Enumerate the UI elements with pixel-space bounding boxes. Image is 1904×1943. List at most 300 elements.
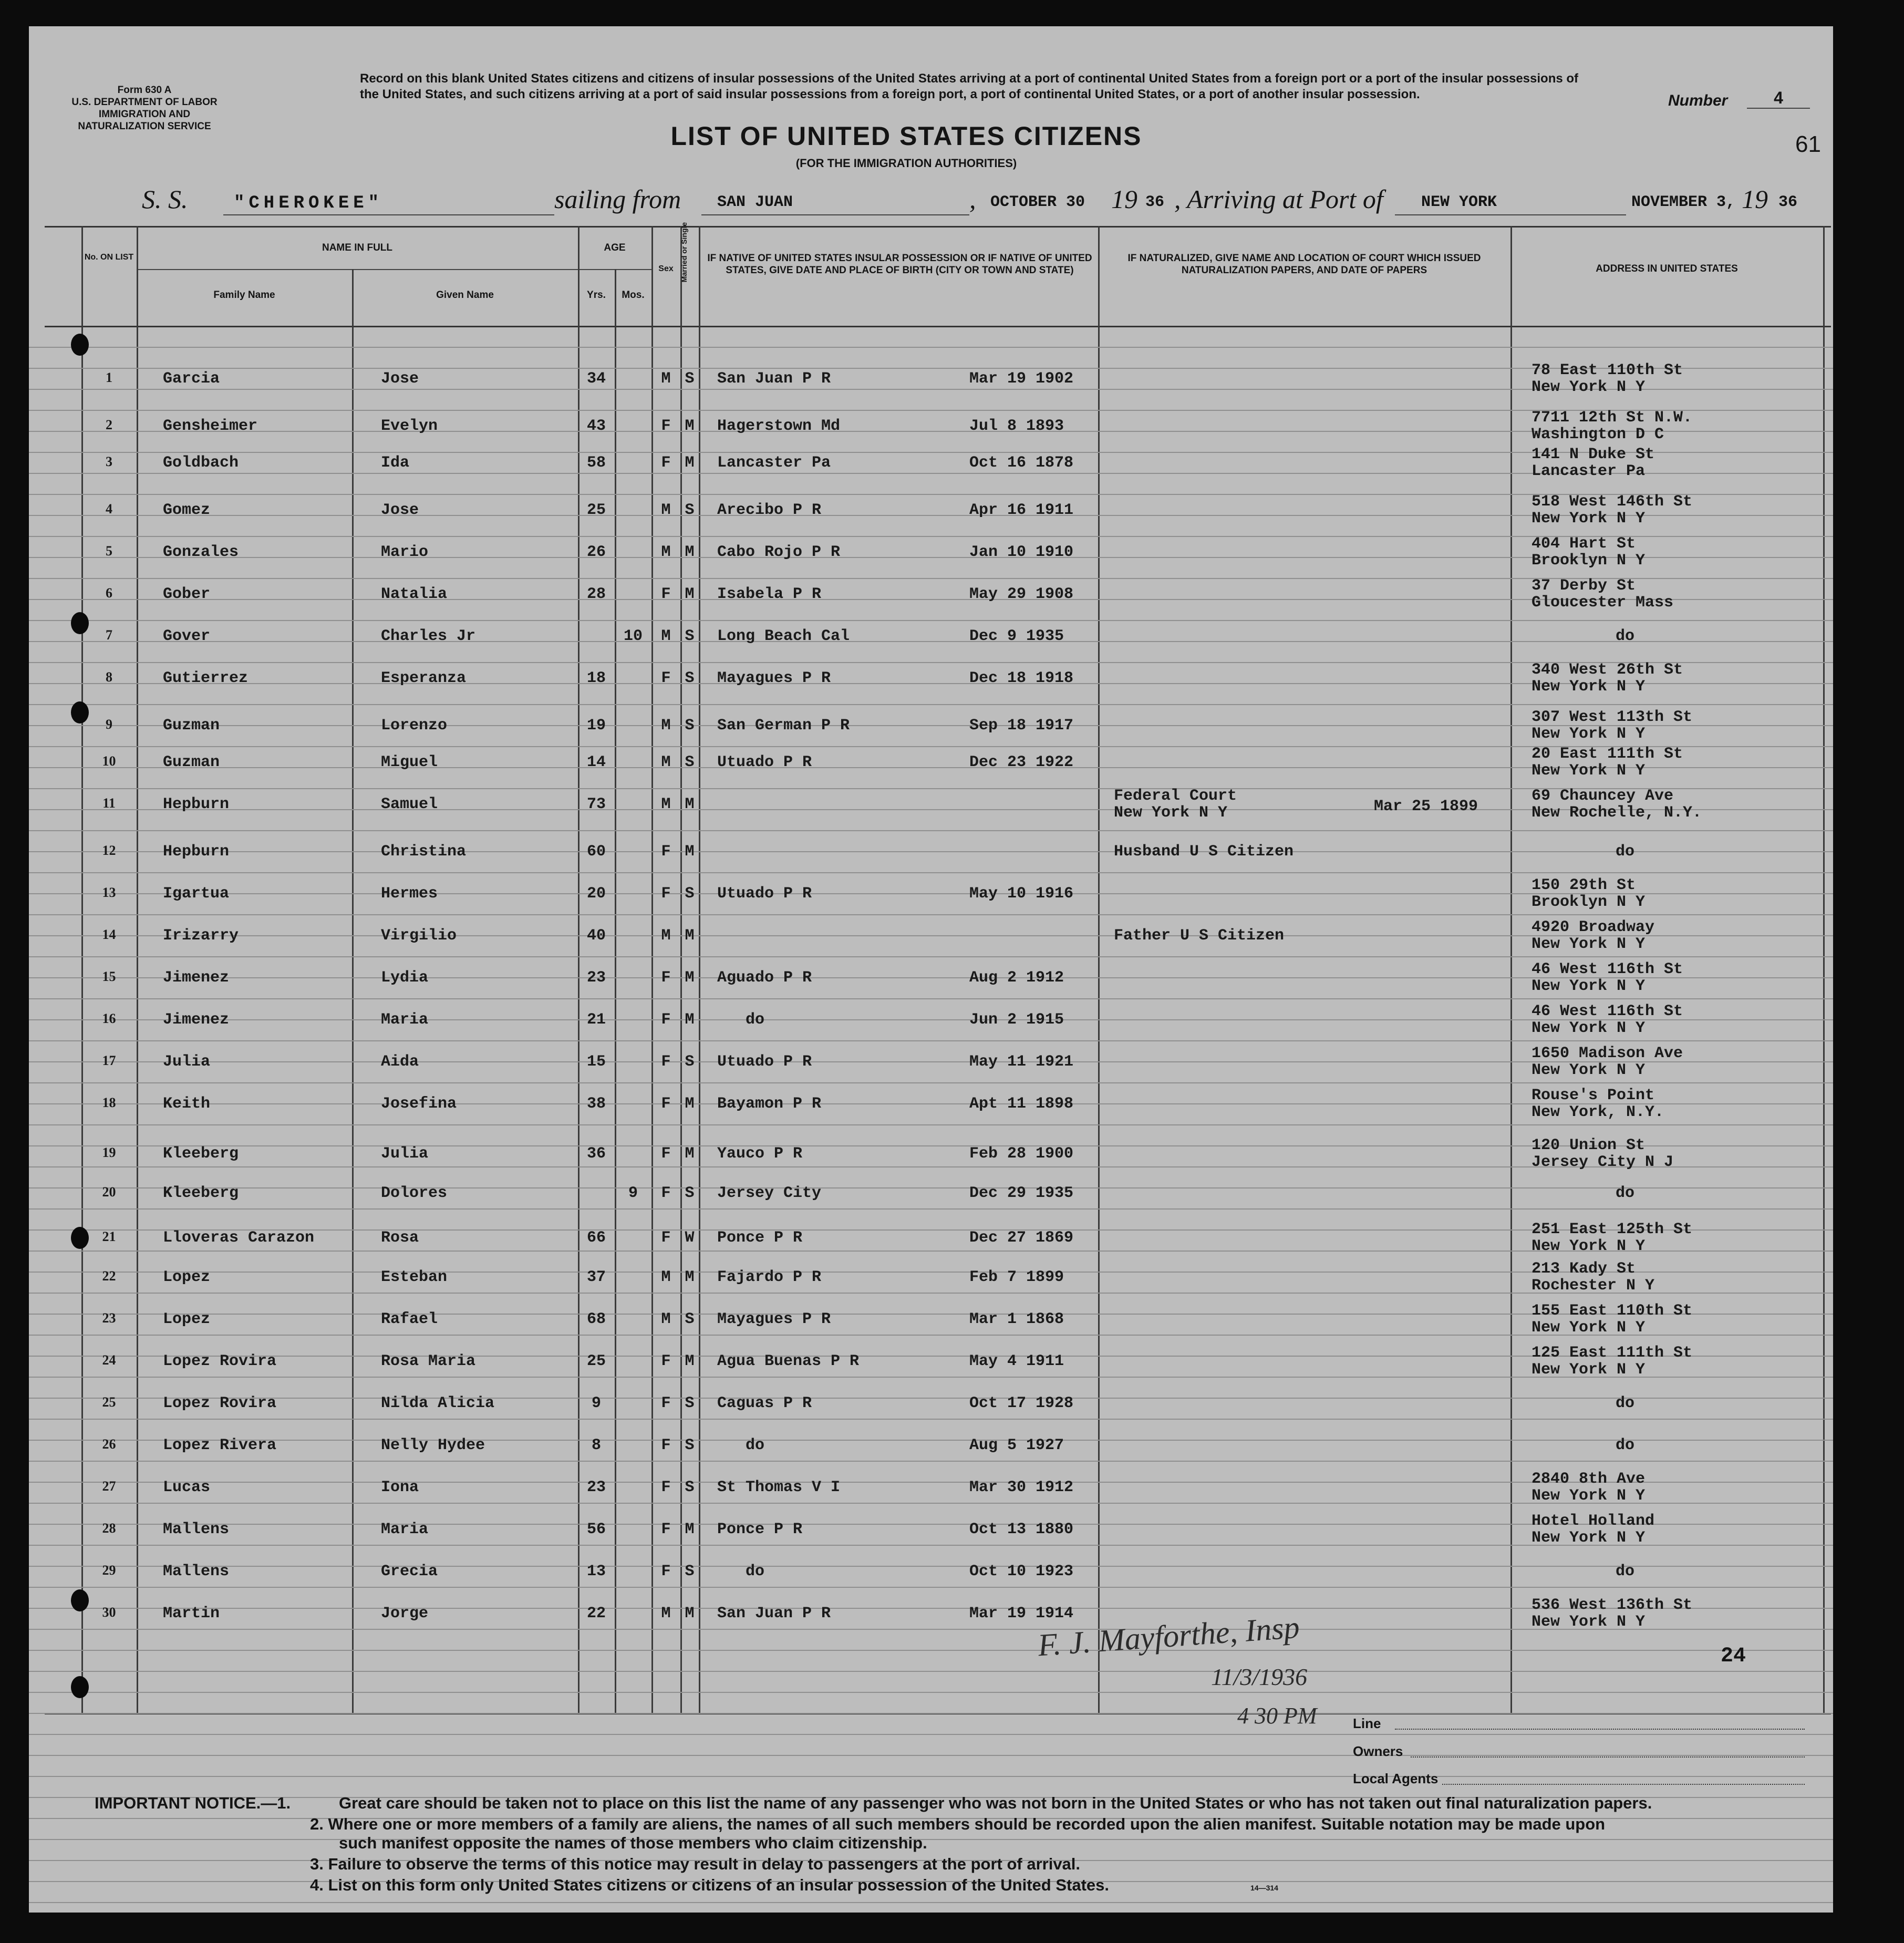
sex: F — [661, 1184, 671, 1202]
family-name: Gensheimer — [163, 417, 258, 435]
ruled-line — [29, 1440, 1833, 1441]
birth-date: Oct 10 1923 — [969, 1563, 1074, 1580]
notice-2-continued: such manifest opposite the names of those members who claim citizenship. — [339, 1834, 927, 1852]
given-name: Mario — [381, 543, 429, 561]
sailing-label: sailing from — [554, 184, 681, 214]
address-line-1: 125 East 111th St — [1532, 1344, 1693, 1362]
birth-date: Dec 27 1869 — [969, 1229, 1074, 1247]
record-instructions: Record on this blank United States citizens and citizens of insular possessions of the United States arriving at a port of continental United States from a foreign port or a port of the insular possessions of the United States, and such citizens arriving at a port of said insular possessions from a foreign port, a port of continental United States, or a port of another insular possession. — [360, 71, 1579, 101]
col-line — [1823, 226, 1825, 1713]
family-name: Martin — [163, 1605, 220, 1622]
ruled-line — [29, 1734, 1833, 1735]
age-years: 37 — [586, 1268, 606, 1286]
row-number: 12 — [102, 843, 116, 858]
row-number: 4 — [106, 501, 112, 516]
age-months: 9 — [628, 1184, 638, 1202]
manifest-sheet — [29, 26, 1833, 1913]
age-years: 68 — [586, 1310, 606, 1328]
age-years: 60 — [586, 843, 606, 861]
ruled-line — [29, 1671, 1833, 1672]
row-number: 15 — [102, 969, 116, 984]
marital-status: M — [685, 417, 695, 435]
ruled-line — [29, 1040, 1833, 1041]
age-years: 73 — [586, 795, 606, 813]
age-years: 58 — [586, 454, 606, 472]
given-name: Ida — [381, 454, 410, 472]
birth-date: Dec 23 1922 — [969, 753, 1074, 771]
row-number: 5 — [106, 543, 112, 559]
notice-2: 2. Where one or more members of a family are aliens, the names of all such members should be recorded upon the alien manifest. Suitable notation may be made upon — [310, 1815, 1606, 1833]
row-number: 3 — [106, 454, 112, 469]
family-name: Jimenez — [163, 1011, 230, 1029]
address-line-2: New York N Y — [1532, 510, 1646, 528]
address-line-1: 404 Hart St — [1532, 535, 1636, 553]
birth-date: Aug 5 1927 — [969, 1436, 1064, 1454]
marital-status: S — [685, 753, 695, 771]
family-name: Kleeberg — [163, 1184, 239, 1202]
address-line-2: Jersey City N J — [1532, 1153, 1674, 1171]
row-number: 26 — [102, 1436, 116, 1452]
col-header-age: AGE — [604, 242, 626, 253]
ruled-line — [29, 1187, 1833, 1188]
row-number: 14 — [102, 927, 116, 942]
birth-place: do — [717, 1011, 765, 1029]
arriving-label: , Arriving at Port of — [1174, 184, 1383, 214]
marital-status: S — [685, 1394, 695, 1412]
birth-place: Cabo Rojo P R — [717, 543, 841, 561]
col-line — [352, 269, 354, 1713]
sex: M — [661, 717, 671, 735]
birth-date: Jan 10 1910 — [969, 543, 1074, 561]
address-line-2: Washington D C — [1532, 426, 1664, 443]
given-name: Samuel — [381, 795, 438, 813]
ruled-line — [29, 641, 1833, 642]
ruled-line — [29, 620, 1833, 621]
birth-place: San Juan P R — [717, 1605, 831, 1622]
birth-place: Aguado P R — [717, 969, 812, 987]
age-years: 23 — [586, 1479, 606, 1496]
marital-status: S — [685, 1184, 695, 1202]
ruled-line — [29, 1692, 1833, 1693]
row-number: 23 — [102, 1310, 116, 1326]
birth-date: Mar 19 1902 — [969, 370, 1074, 388]
sex: M — [661, 627, 671, 645]
address-line-2: New York N Y — [1532, 1237, 1646, 1255]
birth-date: Oct 16 1878 — [969, 454, 1074, 472]
marital-status: S — [685, 1053, 695, 1071]
age-years: 19 — [586, 717, 606, 735]
birth-date: May 11 1921 — [969, 1053, 1074, 1071]
family-name: Igartua — [163, 885, 230, 903]
birth-place: do — [717, 1436, 765, 1454]
owners-field — [1411, 1756, 1805, 1758]
address-line-1: 213 Kady St — [1532, 1260, 1636, 1278]
punch-hole — [71, 1227, 89, 1249]
age-years: 23 — [586, 969, 606, 987]
family-name: Julia — [163, 1053, 211, 1071]
birth-date: Apr 16 1911 — [969, 501, 1074, 519]
address-line-2: do — [1616, 1184, 1635, 1202]
sex: M — [661, 1268, 671, 1286]
address-line-2: New York N Y — [1532, 1361, 1646, 1379]
sex: F — [661, 969, 671, 987]
ruled-line — [29, 851, 1833, 852]
birth-place: Utuado P R — [717, 753, 812, 771]
age-years: 38 — [586, 1095, 606, 1113]
address-line-1: 69 Chauncey Ave — [1532, 787, 1674, 805]
age-years: 20 — [586, 885, 606, 903]
birth-place: Agua Buenas P R — [717, 1352, 860, 1370]
marital-status: S — [685, 1436, 695, 1454]
marital-status: M — [685, 454, 695, 472]
given-name: Jose — [381, 370, 419, 388]
ruled-line — [29, 1419, 1833, 1420]
age-years: 36 — [586, 1145, 606, 1163]
sex: M — [661, 501, 671, 519]
marital-status: M — [685, 1268, 695, 1286]
marital-status: M — [685, 585, 695, 603]
marital-status: S — [685, 717, 695, 735]
family-name: Gonzales — [163, 543, 239, 561]
inspector-signature: F. J. Mayforthe, Insp — [1037, 1609, 1301, 1663]
address-line-1: 20 East 111th St — [1532, 745, 1683, 763]
punch-hole — [71, 1589, 89, 1611]
age-years: 8 — [591, 1436, 601, 1454]
form-number: Form 630 A — [117, 85, 172, 96]
birth-place: Ponce P R — [717, 1521, 803, 1538]
sex: F — [661, 1011, 671, 1029]
age-years: 14 — [586, 753, 606, 771]
birth-date: May 4 1911 — [969, 1352, 1064, 1370]
given-name: Esperanza — [381, 669, 467, 687]
col-header-given: Given Name — [436, 290, 494, 301]
family-name: Gutierrez — [163, 669, 249, 687]
family-name: Lopez Rivera — [163, 1436, 277, 1454]
marital-status: M — [685, 1521, 695, 1538]
address-line-2: Brooklyn N Y — [1532, 893, 1646, 911]
family-name: Lopez — [163, 1310, 211, 1328]
naturalization-court: Federal Court — [1114, 787, 1237, 805]
service-line-2: NATURALIZATION SERVICE — [78, 121, 211, 132]
family-name: Irizarry — [163, 927, 239, 945]
owners-label: Owners — [1353, 1743, 1403, 1759]
given-name: Maria — [381, 1011, 429, 1029]
col-line — [1510, 226, 1512, 1713]
col-header-birth: IF NATIVE OF UNITED STATES INSULAR POSSESSION OR IF NATIVE OF UNITED STATES, GIVE DATE AND PLACE OF BIRTH (CITY OR TOWN AND STATE) — [707, 253, 1092, 276]
number-label: Number — [1668, 92, 1728, 109]
birth-date: Jun 2 1915 — [969, 1011, 1064, 1029]
row-number: 9 — [106, 717, 112, 732]
ruled-line — [29, 956, 1833, 957]
birth-place: do — [717, 1563, 765, 1580]
col-line — [615, 269, 616, 1713]
birth-date: Mar 1 1868 — [969, 1310, 1064, 1328]
printer-mark: 14—314 — [1250, 1884, 1278, 1892]
row-number: 6 — [106, 585, 112, 601]
birth-place: Isabela P R — [717, 585, 822, 603]
given-name: Maria — [381, 1521, 429, 1538]
arrival-year: 36 — [1778, 193, 1798, 211]
sex: F — [661, 1352, 671, 1370]
signature-time: 4 30 PM — [1237, 1703, 1317, 1729]
given-name: Miguel — [381, 753, 438, 771]
address-line-1: 307 West 113th St — [1532, 708, 1693, 726]
given-name: Aida — [381, 1053, 419, 1071]
ruled-line — [29, 704, 1833, 705]
ruled-line — [29, 1461, 1833, 1462]
given-name: Nelly Hydee — [381, 1436, 485, 1454]
family-name: Gober — [163, 585, 211, 603]
col-line — [1098, 226, 1100, 1713]
age-years: 18 — [586, 669, 606, 687]
birth-date: Oct 17 1928 — [969, 1394, 1074, 1412]
given-name: Iona — [381, 1479, 419, 1496]
sex: F — [661, 669, 671, 687]
birth-place: Hagerstown Md — [717, 417, 841, 435]
sex: F — [661, 885, 671, 903]
family-name: Keith — [163, 1095, 211, 1113]
col-header-no: No. ON LIST — [84, 253, 134, 262]
ruled-line — [29, 914, 1833, 915]
given-name: Lorenzo — [381, 717, 448, 735]
marital-status: M — [685, 969, 695, 987]
address-line-2: do — [1616, 1563, 1635, 1580]
age-years: 28 — [586, 585, 606, 603]
birth-date: Aug 2 1912 — [969, 969, 1064, 987]
ruled-line — [29, 1713, 1833, 1714]
address-line-2: New York N Y — [1532, 378, 1646, 396]
marital-status: S — [685, 627, 695, 645]
given-name: Rosa Maria — [381, 1352, 476, 1370]
birth-place: Mayagues P R — [717, 669, 831, 687]
row-number: 13 — [102, 885, 116, 900]
sex: M — [661, 370, 671, 388]
departure-date: OCTOBER 30 — [990, 193, 1085, 211]
age-years: 21 — [586, 1011, 606, 1029]
ruled-line — [29, 1082, 1833, 1083]
age-years: 66 — [586, 1229, 606, 1247]
marital-status: M — [685, 1011, 695, 1029]
birth-date: Apt 11 1898 — [969, 1095, 1074, 1113]
birth-place: Arecibo P R — [717, 501, 822, 519]
given-name: Jose — [381, 501, 419, 519]
ruled-line — [29, 1650, 1833, 1651]
birth-date: May 29 1908 — [969, 585, 1074, 603]
address-line-2: New York N Y — [1532, 1487, 1646, 1505]
arrival-port: NEW YORK — [1421, 193, 1497, 211]
address-line-2: do — [1616, 627, 1635, 645]
address-line-2: New York N Y — [1532, 1061, 1646, 1079]
row-number: 10 — [102, 753, 116, 769]
address-line-1: 7711 12th St N.W. — [1532, 409, 1693, 427]
col-header-sex: Sex — [658, 264, 674, 273]
naturalization-location: Husband U S Citizen — [1114, 843, 1294, 861]
address-line-2: New York N Y — [1532, 678, 1646, 696]
sex: M — [661, 543, 671, 561]
birth-place: Yauco P R — [717, 1145, 803, 1163]
row-number: 19 — [102, 1145, 116, 1160]
age-years: 22 — [586, 1605, 606, 1622]
age-months: 10 — [623, 627, 643, 645]
name-subheader-line — [137, 269, 578, 270]
departure-year: 36 — [1145, 193, 1165, 211]
age-years: 25 — [586, 501, 606, 519]
row-number: 20 — [102, 1184, 116, 1200]
row-number: 22 — [102, 1268, 116, 1284]
marital-status: M — [685, 543, 695, 561]
birth-place: Mayagues P R — [717, 1310, 831, 1328]
naturalization-location: New York N Y — [1114, 804, 1228, 822]
sex: F — [661, 1479, 671, 1496]
arrival-date: NOVEMBER 3, — [1631, 193, 1736, 211]
address-line-2: do — [1616, 1436, 1635, 1454]
row-number: 16 — [102, 1011, 116, 1026]
address-line-2: Lancaster Pa — [1532, 462, 1646, 480]
given-name: Hermes — [381, 885, 438, 903]
birth-place: Bayamon P R — [717, 1095, 822, 1113]
age-years: 40 — [586, 927, 606, 945]
age-years: 43 — [586, 417, 606, 435]
given-name: Josefina — [381, 1095, 457, 1113]
col-header-address: ADDRESS IN UNITED STATES — [1596, 263, 1738, 274]
sex: F — [661, 1436, 671, 1454]
col-header-married: Married or Single — [680, 222, 688, 283]
signature-date: 11/3/1936 — [1211, 1663, 1308, 1690]
family-name: Mallens — [163, 1521, 230, 1538]
address-line-2: Brooklyn N Y — [1532, 552, 1646, 570]
birth-date: Dec 18 1918 — [969, 669, 1074, 687]
address-line-2: New York N Y — [1532, 1613, 1646, 1631]
marital-status: M — [685, 1145, 695, 1163]
line-field — [1395, 1729, 1805, 1730]
family-name: Mallens — [163, 1563, 230, 1580]
given-name: Rafael — [381, 1310, 438, 1328]
given-name: Christina — [381, 843, 467, 861]
family-name: Goldbach — [163, 454, 239, 472]
address-line-2: New York N Y — [1532, 762, 1646, 780]
family-name: Kleeberg — [163, 1145, 239, 1163]
birth-place: Lancaster Pa — [717, 454, 831, 472]
table-header-bottom — [45, 326, 1831, 327]
page-number: 61 — [1795, 131, 1821, 157]
notice-4: 4. List on this form only United States citizens or citizens of an insular possession of the United States. — [310, 1876, 1109, 1894]
line-label: Line — [1353, 1715, 1381, 1731]
given-name: Esteban — [381, 1268, 448, 1286]
birth-place: San German P R — [717, 717, 850, 735]
sex: F — [661, 1095, 671, 1113]
address-line-2: Rochester N Y — [1532, 1277, 1655, 1295]
birth-place: Ponce P R — [717, 1229, 803, 1247]
address-line-2: do — [1616, 843, 1635, 861]
marital-status: M — [685, 1605, 695, 1622]
sex: F — [661, 1394, 671, 1412]
address-line-1: 150 29th St — [1532, 876, 1636, 894]
form-id-block — [71, 84, 218, 132]
family-name: Gover — [163, 627, 211, 645]
given-name: Evelyn — [381, 417, 438, 435]
marital-status: M — [685, 843, 695, 861]
marital-status: S — [685, 370, 695, 388]
address-line-1: 518 West 146th St — [1532, 493, 1693, 511]
birth-place: Fajardo P R — [717, 1268, 822, 1286]
service-line-1: IMMIGRATION AND — [98, 109, 191, 120]
row-number: 1 — [106, 370, 112, 385]
sex: F — [661, 1053, 671, 1071]
sex: F — [661, 1145, 671, 1163]
row-number: 17 — [102, 1053, 116, 1068]
row-number: 18 — [102, 1095, 116, 1110]
given-name: Virgilio — [381, 927, 457, 945]
address-line-2: do — [1616, 1394, 1635, 1412]
sex: F — [661, 1229, 671, 1247]
address-line-1: 1650 Madison Ave — [1532, 1045, 1683, 1062]
marital-status: M — [685, 1352, 695, 1370]
arrival-underline — [1395, 214, 1626, 215]
address-line-2: New York N Y — [1532, 1019, 1646, 1037]
given-name: Grecia — [381, 1563, 438, 1580]
sex: F — [661, 417, 671, 435]
department: U.S. DEPARTMENT OF LABOR — [71, 97, 218, 108]
birth-date: Mar 19 1914 — [969, 1605, 1074, 1622]
marital-status: S — [685, 1563, 695, 1580]
col-header-naturalized: IF NATURALIZED, GIVE NAME AND LOCATION OF COURT WHICH ISSUED NATURALIZATION PAPERS, AND DATE OF PAPERS — [1127, 253, 1481, 276]
row-number: 25 — [102, 1394, 116, 1410]
address-line-1: 251 East 125th St — [1532, 1221, 1693, 1238]
marital-status: S — [685, 1310, 695, 1328]
family-name: Guzman — [163, 717, 220, 735]
naturalization-date: Mar 25 1899 — [1374, 798, 1478, 815]
family-name: Lopez Rovira — [163, 1394, 277, 1412]
birth-place: Long Beach Cal — [717, 627, 850, 645]
year-prefix-2: 19 — [1742, 184, 1768, 214]
address-line-1: Hotel Holland — [1532, 1512, 1655, 1530]
address-line-2: New Rochelle, N.Y. — [1532, 804, 1702, 822]
address-line-2: New York N Y — [1532, 725, 1646, 743]
notice-3: 3. Failure to observe the terms of this notice may result in delay to passengers at the port of arrival. — [310, 1855, 1081, 1873]
col-header-yrs: Yrs. — [587, 290, 606, 301]
port-underline — [701, 214, 969, 215]
ruled-line — [29, 1776, 1833, 1777]
address-line-2: New York N Y — [1532, 1319, 1646, 1337]
birth-date: Feb 28 1900 — [969, 1145, 1074, 1163]
age-years: 34 — [586, 370, 606, 388]
punch-hole — [71, 334, 89, 356]
family-name: Gomez — [163, 501, 211, 519]
comma: , — [969, 184, 976, 214]
given-name: Rosa — [381, 1229, 419, 1247]
table-top-border — [45, 226, 1831, 228]
ruled-line — [29, 1587, 1833, 1588]
marital-status: M — [685, 927, 695, 945]
row-number: 7 — [106, 627, 112, 643]
agents-label: Local Agents — [1353, 1771, 1439, 1786]
birth-date: Feb 7 1899 — [969, 1268, 1064, 1286]
age-years: 15 — [586, 1053, 606, 1071]
page-count: 24 — [1721, 1645, 1746, 1668]
birth-date: Dec 29 1935 — [969, 1184, 1074, 1202]
family-name: Guzman — [163, 753, 220, 771]
ship-underline — [223, 214, 554, 215]
punch-hole — [71, 612, 89, 634]
ruled-line — [29, 998, 1833, 999]
row-number: 30 — [102, 1605, 116, 1620]
given-name: Natalia — [381, 585, 448, 603]
punch-hole — [71, 701, 89, 724]
address-line-1: 120 Union St — [1532, 1136, 1646, 1154]
family-name: Lopez Rovira — [163, 1352, 277, 1370]
age-years: 25 — [586, 1352, 606, 1370]
sex: F — [661, 585, 671, 603]
